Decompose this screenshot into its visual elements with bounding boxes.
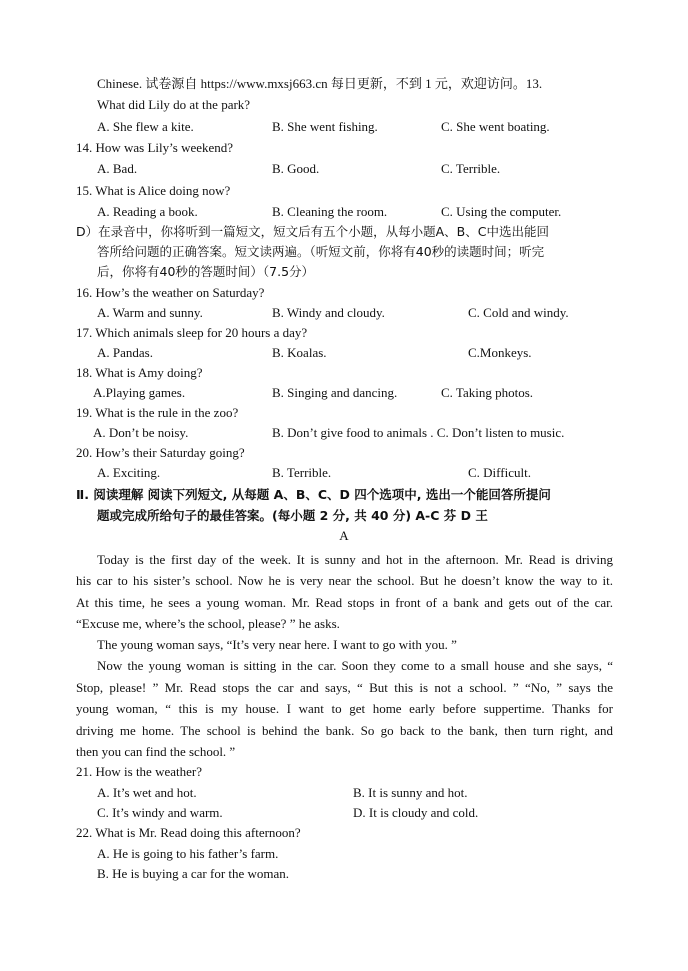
q16-option-c: C. Cold and windy. bbox=[468, 305, 569, 320]
q16-option-b: B. Windy and cloudy. bbox=[272, 305, 385, 320]
passage-line-6: Now the young woman is sitting in the car. Soon they come to a small house and she says, “ bbox=[97, 658, 613, 673]
reading-header-line2: 题或完成所给句子的最佳答案。(每小题 2 分, 共 40 分) A-C 芬 D 王 bbox=[97, 508, 488, 523]
q20-option-b: B. Terrible. bbox=[272, 465, 332, 480]
q15-option-b: B. Cleaning the room. bbox=[272, 204, 388, 219]
q21-option-c: C. It’s windy and warm. bbox=[97, 805, 223, 820]
passage-line-2: his car to his sister’s school. Now he is very near the school. But he doesn’t know the way to it. bbox=[76, 573, 613, 588]
q21-option-b: B. It is sunny and hot. bbox=[353, 785, 468, 800]
q17-option-a: A. Pandas. bbox=[97, 345, 153, 360]
q14-question: 14. How was Lily’s weekend? bbox=[76, 140, 234, 155]
q20-question: 20. How’s their Saturday going? bbox=[76, 445, 245, 460]
section-d-instruction-line3: 后，你将有40秒的答题时间）（7.5分） bbox=[97, 264, 315, 279]
passage-line-9: driving me home. The school is behind the bank. So go back to the bank, then turn right, and bbox=[76, 723, 613, 738]
q15-option-c: C. Using the computer. bbox=[441, 204, 562, 219]
q18-option-b: B. Singing and dancing. bbox=[272, 385, 398, 400]
q22-option-a: A. He is going to his father’s farm. bbox=[97, 846, 279, 861]
passage-line-5: The young woman says, “It’s very near here. I want to go with you. ” bbox=[97, 637, 457, 652]
passage-line-1: Today is the first day of the week. It is sunny and hot in the afternoon. Mr. Read is driving bbox=[97, 552, 613, 567]
passage-label: A bbox=[339, 528, 349, 543]
q13-option-c: C. She went boating. bbox=[441, 119, 550, 134]
q14-option-a: A. Bad. bbox=[97, 161, 138, 176]
q13-question: What did Lily do at the park? bbox=[97, 97, 251, 112]
q13-option-b: B. She went fishing. bbox=[272, 119, 378, 134]
q18-question: 18. What is Amy doing? bbox=[76, 365, 203, 380]
q21-question: 21. How is the weather? bbox=[76, 764, 202, 779]
q22-option-b: B. He is buying a car for the woman. bbox=[97, 866, 290, 881]
header-text: Chinese. 试卷源自 https://www.mxsj663.cn 每日更新，不到 1 元，欢迎访问。13. bbox=[97, 76, 543, 91]
q14-option-b: B. Good. bbox=[272, 161, 320, 176]
q18-option-a: A.Playing games. bbox=[93, 385, 186, 400]
q13-option-a: A. She flew a kite. bbox=[97, 119, 194, 134]
q21-option-d: D. It is cloudy and cold. bbox=[353, 805, 479, 820]
section-d-instruction-line2: 答所给问题的正确答案。短文读两遍。（听短文前，你将有40秒的读题时间；听完 bbox=[97, 244, 545, 259]
q19-option-b-c: B. Don’t give food to animals . C. Don’t listen to music. bbox=[272, 425, 565, 440]
q20-option-a: A. Exciting. bbox=[97, 465, 161, 480]
q20-option-c: C. Difficult. bbox=[468, 465, 531, 480]
q16-question: 16. How’s the weather on Saturday? bbox=[76, 285, 265, 300]
q19-question: 19. What is the rule in the zoo? bbox=[76, 405, 239, 420]
q14-option-c: C. Terrible. bbox=[441, 161, 501, 176]
q17-option-c: C.Monkeys. bbox=[468, 345, 532, 360]
passage-line-10: then you can find the school. ” bbox=[76, 744, 236, 759]
passage-line-4: “Excuse me, where’s the school, please? ” he asks. bbox=[76, 616, 340, 631]
reading-header-line1: Ⅱ. 阅读理解 阅读下列短文, 从每题 A、B、C、D 四个选项中, 选出一个能回答所提问 bbox=[76, 487, 551, 502]
q19-option-a: A. Don’t be noisy. bbox=[93, 425, 189, 440]
q18-option-c: C. Taking photos. bbox=[441, 385, 534, 400]
q15-question: 15. What is Alice doing now? bbox=[76, 183, 231, 198]
q16-option-a: A. Warm and sunny. bbox=[97, 305, 203, 320]
passage-line-3: At this time, he sees a young woman. Mr. Read stops in front of a bank and gets out of the car. bbox=[76, 595, 613, 610]
section-d-instruction-line1: D）在录音中，你将听到一篇短文，短文后有五个小题，从每小题A、B、C中选出能回 bbox=[76, 224, 549, 239]
q15-option-a: A. Reading a book. bbox=[97, 204, 198, 219]
q22-question: 22. What is Mr. Read doing this afternoon? bbox=[76, 825, 301, 840]
passage-line-8: young woman, “ this is my house. I want to get home early before suppertime. Thanks for bbox=[76, 701, 613, 716]
q21-option-a: A. It’s wet and hot. bbox=[97, 785, 197, 800]
q17-question: 17. Which animals sleep for 20 hours a day? bbox=[76, 325, 308, 340]
q17-option-b: B. Koalas. bbox=[272, 345, 327, 360]
header-line bbox=[97, 75, 542, 93]
passage-line-7: Stop, please! ” Mr. Read stops the car and says, “ But this is not a school. ” “No, ” says the bbox=[76, 680, 613, 695]
